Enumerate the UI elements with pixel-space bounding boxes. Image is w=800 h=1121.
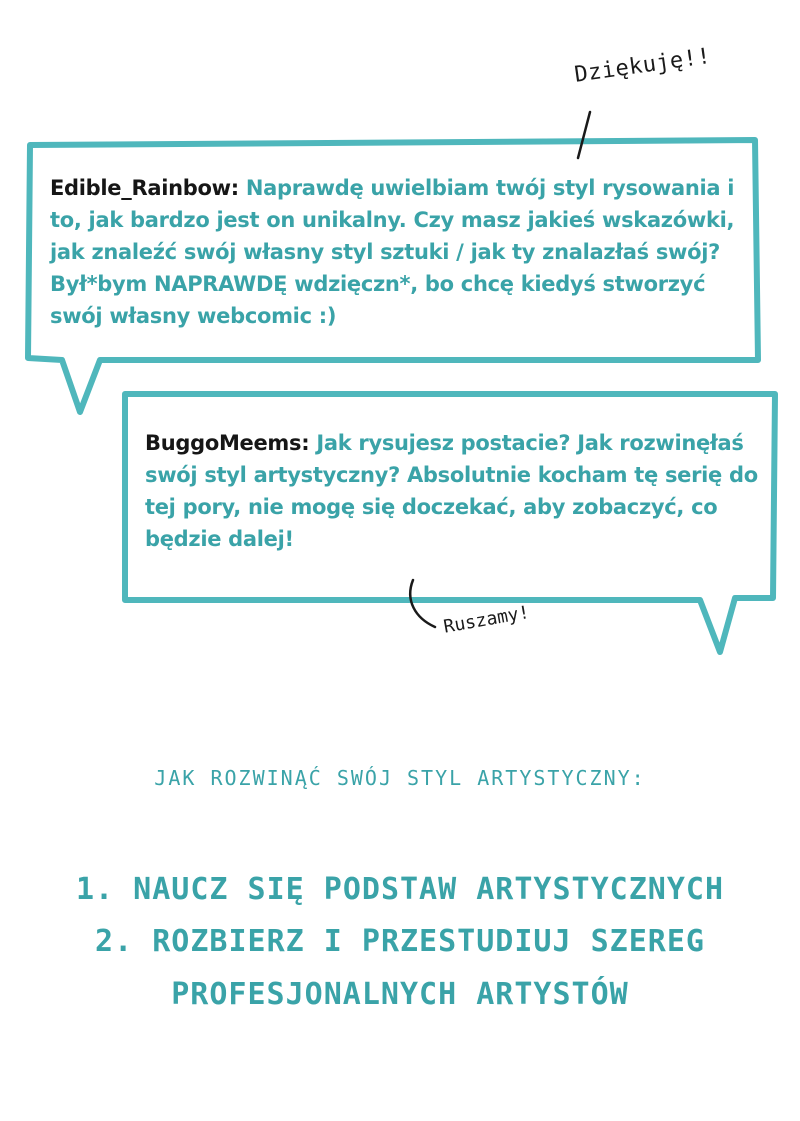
- thanks-handwritten-note: Dziękuję!!: [573, 43, 713, 88]
- tip-item-2: 2. ROZBIERZ I PRZESTUDIUJ SZEREG: [95, 924, 705, 959]
- comment-username: Edible_Rainbow:: [50, 176, 239, 200]
- tip-item-1: 1. NAUCZ SIĘ PODSTAW ARTYSTYCZNYCH: [75, 872, 725, 907]
- comment-body: Jak rysujesz postacie? Jak rozwinęłaś swój styl artystyczny? Absolutnie kocham tę serię do tej pory, nie mogę się doczekać, aby zobaczyć, co będzie dalej!: [145, 431, 758, 551]
- comment-body: Naprawdę uwielbiam twój styl rysowania i to, jak bardzo jest on unikalny. Czy masz jakieś wskazówki, jak znaleźć swój własny styl sztuki / jak ty znalazłaś swój? Był*bym NAPRAWDĘ wdzięczn*, bo chcę kiedyś stworzyć swój własny webcomic :): [50, 176, 735, 328]
- comment-edible-rainbow: [50, 172, 750, 332]
- tip-item-2-continued: PROFESJONALNYCH ARTYSTÓW: [171, 977, 629, 1012]
- section-heading: JAK ROZWINĄĆ SWÓJ STYL ARTYSTYCZNY:: [154, 766, 646, 790]
- comment-buggomeems: [145, 427, 775, 555]
- comment-username: BuggoMeems:: [145, 431, 310, 455]
- lets-go-handwritten-note: Ruszamy!: [442, 601, 532, 638]
